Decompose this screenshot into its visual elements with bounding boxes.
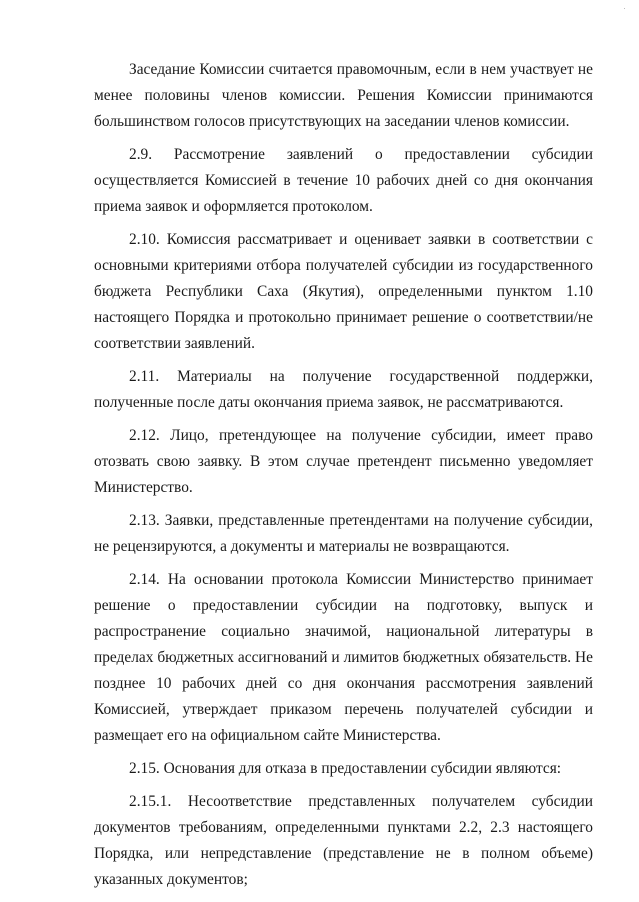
- paragraph-2-15: 2.15. Основания для отказа в предоставлении субсидии являются:: [129, 760, 562, 777]
- scan-speck: [624, 8, 625, 9]
- paragraph-2-10: 2.10. Комиссия рассматривает и оценивает заявки в соответствии с основными критериями отбора получателей субсидии из государственного бюджета Республики Саха (Якутия), определенными пунктом 1.10 настоящего Порядка и протокольно принимает решение о соответствии/не соответствии заявлений.: [94, 231, 593, 352]
- paragraph-2-9: 2.9. Рассмотрение заявлений о предоставлении субсидии осуществляется Комиссией в течение 10 рабочих дней со дня окончания приема заявок и оформляется протоколом.: [94, 146, 593, 215]
- paragraph-2-15-1: 2.15.1. Несоответствие представленных получателем субсидии документов требованиям, определенными пунктами 2.2, 2.3 настоящего Порядка, или непредставление (представление не в полном объеме) указанных документов;: [94, 793, 593, 888]
- paragraph-2-13: 2.13. Заявки, представленные претендентами на получение субсидии, не рецензируются, а документы и материалы не возвращаются.: [94, 512, 593, 555]
- document-body: [94, 57, 593, 900]
- paragraph-commission-quorum: Заседание Комиссии считается правомочным, если в нем участвует не менее половины членов комиссии. Решения Комиссии принимаются большинством голосов присутствующих на заседании членов комиссии.: [94, 61, 593, 130]
- paragraph-2-11: 2.11. Материалы на получение государственной поддержки, полученные после даты окончания приема заявок, не рассматриваются.: [94, 368, 593, 411]
- paragraph-2-14: 2.14. На основании протокола Комиссии Министерство принимает решение о предоставлении субсидии на подготовку, выпуск и распространение социально значимой, национальной литературы в пределах бюджетных ассигнований и лимитов бюджетных обязательств. Не позднее 10 рабочих дней со дня окончания рассмотрения заявлений Комиссией, утверждает приказом перечень получателей субсидии и размещает его на официальном сайте Министерства.: [94, 571, 593, 744]
- paragraph-2-12: 2.12. Лицо, претендующее на получение субсидии, имеет право отозвать свою заявку. В этом случае претендент письменно уведомляет Министерство.: [94, 427, 593, 496]
